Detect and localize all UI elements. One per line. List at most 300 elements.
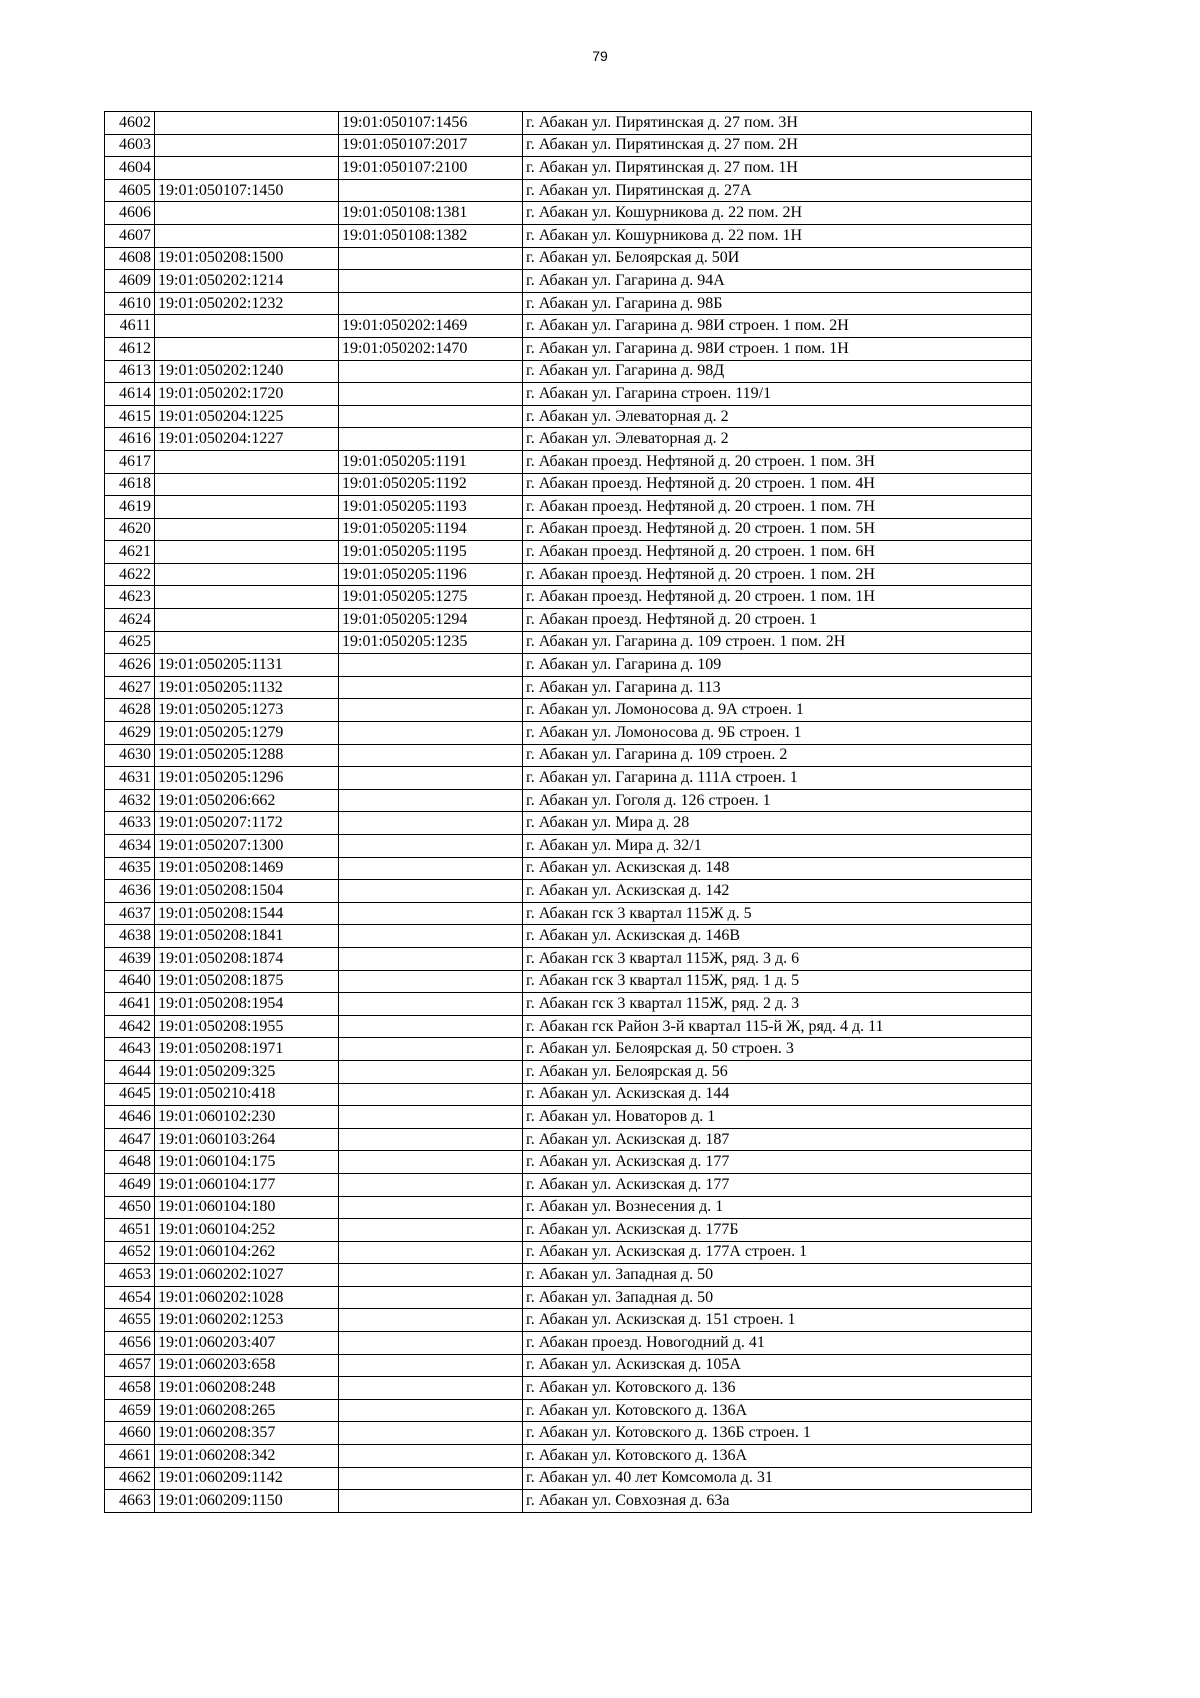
cadastral-number-building-cell: 19:01:050208:1469 bbox=[155, 857, 339, 880]
cadastral-number-building-cell bbox=[155, 450, 339, 473]
cadastral-number-building-cell: 19:01:050208:1955 bbox=[155, 1015, 339, 1038]
cadastral-number-building-cell: 19:01:060104:252 bbox=[155, 1219, 339, 1242]
address-cell: г. Абакан ул. Вознесения д. 1 bbox=[523, 1196, 1032, 1219]
row-number-cell: 4619 bbox=[105, 496, 155, 519]
cadastral-number-premises-cell: 19:01:050205:1194 bbox=[339, 518, 523, 541]
table-row bbox=[105, 1445, 1032, 1468]
cadastral-number-premises-cell: 19:01:050202:1469 bbox=[339, 315, 523, 338]
table-row bbox=[105, 224, 1032, 247]
table-row bbox=[105, 812, 1032, 835]
cadastral-number-premises-cell bbox=[339, 789, 523, 812]
cadastral-number-premises-cell bbox=[339, 1354, 523, 1377]
cadastral-number-building-cell: 19:01:050210:418 bbox=[155, 1083, 339, 1106]
table-row bbox=[105, 315, 1032, 338]
row-number-cell: 4615 bbox=[105, 405, 155, 428]
cadastral-number-building-cell: 19:01:060104:177 bbox=[155, 1173, 339, 1196]
cadastral-number-building-cell bbox=[155, 631, 339, 654]
row-number-cell: 4647 bbox=[105, 1128, 155, 1151]
cadastral-number-premises-cell: 19:01:050202:1470 bbox=[339, 337, 523, 360]
cadastral-number-premises-cell: 19:01:050205:1191 bbox=[339, 450, 523, 473]
cadastral-number-premises-cell bbox=[339, 1377, 523, 1400]
address-cell: г. Абакан проезд. Нефтяной д. 20 строен. 1 пом. 7Н bbox=[523, 496, 1032, 519]
cadastral-number-premises-cell bbox=[339, 902, 523, 925]
table-row bbox=[105, 270, 1032, 293]
cadastral-number-building-cell bbox=[155, 157, 339, 180]
address-cell: г. Абакан ул. Аскизская д. 146В bbox=[523, 925, 1032, 948]
table-row bbox=[105, 247, 1032, 270]
address-cell: г. Абакан ул. Аскизская д. 142 bbox=[523, 880, 1032, 903]
cadastral-number-building-cell bbox=[155, 563, 339, 586]
cadastral-number-building-cell: 19:01:060104:175 bbox=[155, 1151, 339, 1174]
table-row bbox=[105, 134, 1032, 157]
cadastral-number-premises-cell bbox=[339, 1264, 523, 1287]
cadastral-number-building-cell bbox=[155, 609, 339, 632]
cadastral-number-building-cell: 19:01:050205:1132 bbox=[155, 676, 339, 699]
address-cell: г. Абакан ул. Аскизская д. 177 bbox=[523, 1151, 1032, 1174]
cadastral-number-building-cell: 19:01:050209:325 bbox=[155, 1060, 339, 1083]
address-cell: г. Абакан ул. Аскизская д. 144 bbox=[523, 1083, 1032, 1106]
cadastral-number-premises-cell: 19:01:050205:1275 bbox=[339, 586, 523, 609]
address-cell: г. Абакан ул. Пирятинская д. 27 пом. 3Н bbox=[523, 112, 1032, 135]
address-cell: г. Абакан ул. Кошурникова д. 22 пом. 1Н bbox=[523, 224, 1032, 247]
table-row bbox=[105, 1083, 1032, 1106]
table-row bbox=[105, 857, 1032, 880]
row-number-cell: 4613 bbox=[105, 360, 155, 383]
row-number-cell: 4657 bbox=[105, 1354, 155, 1377]
cadastral-number-premises-cell: 19:01:050108:1381 bbox=[339, 202, 523, 225]
row-number-cell: 4662 bbox=[105, 1467, 155, 1490]
cadastral-number-building-cell: 19:01:060209:1142 bbox=[155, 1467, 339, 1490]
cadastral-number-building-cell: 19:01:060202:1253 bbox=[155, 1309, 339, 1332]
table-row bbox=[105, 179, 1032, 202]
row-number-cell: 4609 bbox=[105, 270, 155, 293]
row-number-cell: 4660 bbox=[105, 1422, 155, 1445]
row-number-cell: 4617 bbox=[105, 450, 155, 473]
cadastral-number-building-cell bbox=[155, 496, 339, 519]
cadastral-number-building-cell: 19:01:060103:264 bbox=[155, 1128, 339, 1151]
cadastral-number-building-cell: 19:01:060202:1027 bbox=[155, 1264, 339, 1287]
row-number-cell: 4643 bbox=[105, 1038, 155, 1061]
cadastral-number-premises-cell bbox=[339, 1286, 523, 1309]
cadastral-number-building-cell bbox=[155, 224, 339, 247]
address-cell: г. Абакан ул. Аскизская д. 105А bbox=[523, 1354, 1032, 1377]
address-cell: г. Абакан ул. Пирятинская д. 27 пом. 1Н bbox=[523, 157, 1032, 180]
row-number-cell: 4607 bbox=[105, 224, 155, 247]
row-number-cell: 4631 bbox=[105, 767, 155, 790]
table-row bbox=[105, 722, 1032, 745]
table-row bbox=[105, 337, 1032, 360]
address-cell: г. Абакан проезд. Нефтяной д. 20 строен. 1 пом. 2Н bbox=[523, 563, 1032, 586]
cadastral-number-building-cell bbox=[155, 134, 339, 157]
address-cell: г. Абакан ул. Гагарина д. 109 bbox=[523, 654, 1032, 677]
cadastral-number-building-cell: 19:01:050208:1875 bbox=[155, 970, 339, 993]
cadastral-number-building-cell: 19:01:050204:1227 bbox=[155, 428, 339, 451]
cadastral-number-premises-cell bbox=[339, 1060, 523, 1083]
table-row bbox=[105, 654, 1032, 677]
address-cell: г. Абакан ул. Мира д. 32/1 bbox=[523, 835, 1032, 858]
cadastral-number-premises-cell: 19:01:050205:1192 bbox=[339, 473, 523, 496]
address-cell: г. Абакан ул. Совхозная д. 63а bbox=[523, 1490, 1032, 1513]
address-cell: г. Абакан гск 3 квартал 115Ж д. 5 bbox=[523, 902, 1032, 925]
cadastral-number-premises-cell bbox=[339, 1309, 523, 1332]
table-row bbox=[105, 1015, 1032, 1038]
table-row bbox=[105, 383, 1032, 406]
cadastral-number-building-cell: 19:01:060208:265 bbox=[155, 1399, 339, 1422]
row-number-cell: 4648 bbox=[105, 1151, 155, 1174]
row-number-cell: 4614 bbox=[105, 383, 155, 406]
cadastral-number-premises-cell bbox=[339, 1490, 523, 1513]
address-cell: г. Абакан ул. Гагарина д. 98И строен. 1 пом. 1Н bbox=[523, 337, 1032, 360]
cadastral-number-building-cell: 19:01:050202:1720 bbox=[155, 383, 339, 406]
row-number-cell: 4655 bbox=[105, 1309, 155, 1332]
row-number-cell: 4638 bbox=[105, 925, 155, 948]
cadastral-number-premises-cell: 19:01:050205:1235 bbox=[339, 631, 523, 654]
row-number-cell: 4642 bbox=[105, 1015, 155, 1038]
cadastral-number-premises-cell bbox=[339, 835, 523, 858]
address-cell: г. Абакан ул. Ломоносова д. 9А строен. 1 bbox=[523, 699, 1032, 722]
cadastral-number-premises-cell: 19:01:050205:1193 bbox=[339, 496, 523, 519]
cadastral-number-building-cell: 19:01:060208:357 bbox=[155, 1422, 339, 1445]
row-number-cell: 4658 bbox=[105, 1377, 155, 1400]
row-number-cell: 4644 bbox=[105, 1060, 155, 1083]
row-number-cell: 4630 bbox=[105, 744, 155, 767]
table-row bbox=[105, 1332, 1032, 1355]
address-cell: г. Абакан гск 3 квартал 115Ж, ряд. 1 д. 5 bbox=[523, 970, 1032, 993]
table-row bbox=[105, 428, 1032, 451]
cadastral-number-building-cell: 19:01:050207:1300 bbox=[155, 835, 339, 858]
cadastral-number-building-cell: 19:01:060203:658 bbox=[155, 1354, 339, 1377]
row-number-cell: 4632 bbox=[105, 789, 155, 812]
table-row bbox=[105, 970, 1032, 993]
row-number-cell: 4602 bbox=[105, 112, 155, 135]
table-row bbox=[105, 1354, 1032, 1377]
cadastral-number-building-cell: 19:01:050208:1504 bbox=[155, 880, 339, 903]
row-number-cell: 4646 bbox=[105, 1106, 155, 1129]
cadastral-number-building-cell: 19:01:060104:180 bbox=[155, 1196, 339, 1219]
table-row bbox=[105, 292, 1032, 315]
row-number-cell: 4656 bbox=[105, 1332, 155, 1355]
cadastral-number-building-cell: 19:01:050206:662 bbox=[155, 789, 339, 812]
property-registry-table bbox=[104, 111, 1032, 1513]
address-cell: г. Абакан ул. Котовского д. 136А bbox=[523, 1399, 1032, 1422]
row-number-cell: 4605 bbox=[105, 179, 155, 202]
address-cell: г. Абакан ул. Западная д. 50 bbox=[523, 1264, 1032, 1287]
cadastral-number-building-cell bbox=[155, 202, 339, 225]
table-row bbox=[105, 1128, 1032, 1151]
table-row bbox=[105, 1377, 1032, 1400]
cadastral-number-building-cell: 19:01:050202:1232 bbox=[155, 292, 339, 315]
table-row bbox=[105, 767, 1032, 790]
cadastral-number-premises-cell: 19:01:050205:1195 bbox=[339, 541, 523, 564]
table-row bbox=[105, 112, 1032, 135]
cadastral-number-building-cell: 19:01:060203:407 bbox=[155, 1332, 339, 1355]
cadastral-number-building-cell: 19:01:050202:1214 bbox=[155, 270, 339, 293]
table-row bbox=[105, 880, 1032, 903]
address-cell: г. Абакан ул. Белоярская д. 56 bbox=[523, 1060, 1032, 1083]
row-number-cell: 4633 bbox=[105, 812, 155, 835]
table-row bbox=[105, 1309, 1032, 1332]
table-row bbox=[105, 676, 1032, 699]
cadastral-number-building-cell bbox=[155, 586, 339, 609]
address-cell: г. Абакан ул. Гагарина д. 113 bbox=[523, 676, 1032, 699]
cadastral-number-building-cell: 19:01:050205:1279 bbox=[155, 722, 339, 745]
cadastral-number-premises-cell bbox=[339, 880, 523, 903]
row-number-cell: 4604 bbox=[105, 157, 155, 180]
row-number-cell: 4606 bbox=[105, 202, 155, 225]
row-number-cell: 4639 bbox=[105, 947, 155, 970]
cadastral-number-building-cell: 19:01:050208:1954 bbox=[155, 993, 339, 1016]
table-row bbox=[105, 1467, 1032, 1490]
cadastral-number-building-cell: 19:01:050208:1500 bbox=[155, 247, 339, 270]
address-cell: г. Абакан проезд. Новогодний д. 41 bbox=[523, 1332, 1032, 1355]
row-number-cell: 4635 bbox=[105, 857, 155, 880]
table-row bbox=[105, 496, 1032, 519]
table-row bbox=[105, 1219, 1032, 1242]
cadastral-number-building-cell: 19:01:050208:1841 bbox=[155, 925, 339, 948]
address-cell: г. Абакан ул. Элеваторная д. 2 bbox=[523, 428, 1032, 451]
cadastral-number-premises-cell bbox=[339, 1399, 523, 1422]
table-row bbox=[105, 744, 1032, 767]
address-cell: г. Абакан ул. Гагарина д. 98Б bbox=[523, 292, 1032, 315]
cadastral-number-building-cell bbox=[155, 473, 339, 496]
row-number-cell: 4620 bbox=[105, 518, 155, 541]
cadastral-number-premises-cell bbox=[339, 1173, 523, 1196]
address-cell: г. Абакан ул. Аскизская д. 177 bbox=[523, 1173, 1032, 1196]
row-number-cell: 4625 bbox=[105, 631, 155, 654]
cadastral-number-building-cell bbox=[155, 337, 339, 360]
cadastral-number-building-cell bbox=[155, 315, 339, 338]
table-row bbox=[105, 835, 1032, 858]
table-row bbox=[105, 1399, 1032, 1422]
row-number-cell: 4628 bbox=[105, 699, 155, 722]
row-number-cell: 4623 bbox=[105, 586, 155, 609]
address-cell: г. Абакан проезд. Нефтяной д. 20 строен. 1 пом. 6Н bbox=[523, 541, 1032, 564]
page-number: 79 bbox=[592, 48, 608, 64]
address-cell: г. Абакан ул. Гоголя д. 126 строен. 1 bbox=[523, 789, 1032, 812]
cadastral-number-premises-cell bbox=[339, 1106, 523, 1129]
address-cell: г. Абакан ул. Гагарина д. 98Д bbox=[523, 360, 1032, 383]
cadastral-number-building-cell: 19:01:050205:1131 bbox=[155, 654, 339, 677]
cadastral-number-building-cell: 19:01:050107:1450 bbox=[155, 179, 339, 202]
cadastral-number-premises-cell bbox=[339, 654, 523, 677]
cadastral-number-premises-cell: 19:01:050205:1196 bbox=[339, 563, 523, 586]
row-number-cell: 4612 bbox=[105, 337, 155, 360]
cadastral-number-premises-cell: 19:01:050107:1456 bbox=[339, 112, 523, 135]
cadastral-number-building-cell: 19:01:050205:1288 bbox=[155, 744, 339, 767]
address-cell: г. Абакан ул. Новаторов д. 1 bbox=[523, 1106, 1032, 1129]
table-row bbox=[105, 1060, 1032, 1083]
row-number-cell: 4653 bbox=[105, 1264, 155, 1287]
row-number-cell: 4663 bbox=[105, 1490, 155, 1513]
table-row bbox=[105, 518, 1032, 541]
table-row bbox=[105, 541, 1032, 564]
cadastral-number-premises-cell: 19:01:050107:2017 bbox=[339, 134, 523, 157]
address-cell: г. Абакан ул. Аскизская д. 148 bbox=[523, 857, 1032, 880]
address-cell: г. Абакан ул. Элеваторная д. 2 bbox=[523, 405, 1032, 428]
row-number-cell: 4618 bbox=[105, 473, 155, 496]
row-number-cell: 4654 bbox=[105, 1286, 155, 1309]
cadastral-number-building-cell: 19:01:060208:342 bbox=[155, 1445, 339, 1468]
cadastral-number-building-cell: 19:01:060202:1028 bbox=[155, 1286, 339, 1309]
cadastral-number-premises-cell bbox=[339, 1332, 523, 1355]
table-row bbox=[105, 902, 1032, 925]
row-number-cell: 4603 bbox=[105, 134, 155, 157]
table-row bbox=[105, 586, 1032, 609]
cadastral-number-building-cell: 19:01:050208:1544 bbox=[155, 902, 339, 925]
cadastral-number-premises-cell bbox=[339, 405, 523, 428]
row-number-cell: 4629 bbox=[105, 722, 155, 745]
cadastral-number-premises-cell bbox=[339, 1128, 523, 1151]
cadastral-number-premises-cell bbox=[339, 1196, 523, 1219]
address-cell: г. Абакан ул. Котовского д. 136Б строен. 1 bbox=[523, 1422, 1032, 1445]
table-row bbox=[105, 157, 1032, 180]
address-cell: г. Абакан ул. Гагарина д. 111А строен. 1 bbox=[523, 767, 1032, 790]
address-cell: г. Абакан гск 3 квартал 115Ж, ряд. 2 д. 3 bbox=[523, 993, 1032, 1016]
row-number-cell: 4624 bbox=[105, 609, 155, 632]
row-number-cell: 4640 bbox=[105, 970, 155, 993]
address-cell: г. Абакан ул. Кошурникова д. 22 пом. 2Н bbox=[523, 202, 1032, 225]
row-number-cell: 4627 bbox=[105, 676, 155, 699]
table-row bbox=[105, 450, 1032, 473]
table-row bbox=[105, 405, 1032, 428]
cadastral-number-premises-cell bbox=[339, 993, 523, 1016]
address-cell: г. Абакан ул. Ломоносова д. 9Б строен. 1 bbox=[523, 722, 1032, 745]
cadastral-number-premises-cell: 19:01:050107:2100 bbox=[339, 157, 523, 180]
cadastral-number-premises-cell bbox=[339, 1241, 523, 1264]
address-cell: г. Абакан ул. Котовского д. 136 bbox=[523, 1377, 1032, 1400]
cadastral-number-building-cell: 19:01:050204:1225 bbox=[155, 405, 339, 428]
row-number-cell: 4622 bbox=[105, 563, 155, 586]
address-cell: г. Абакан ул. 40 лет Комсомола д. 31 bbox=[523, 1467, 1032, 1490]
address-cell: г. Абакан ул. Гагарина д. 109 строен. 2 bbox=[523, 744, 1032, 767]
address-cell: г. Абакан ул. Мира д. 28 bbox=[523, 812, 1032, 835]
table-row bbox=[105, 1422, 1032, 1445]
address-cell: г. Абакан ул. Гагарина д. 98И строен. 1 пом. 2Н bbox=[523, 315, 1032, 338]
cadastral-number-building-cell: 19:01:060104:262 bbox=[155, 1241, 339, 1264]
address-cell: г. Абакан ул. Аскизская д. 177Б bbox=[523, 1219, 1032, 1242]
cadastral-number-premises-cell bbox=[339, 179, 523, 202]
cadastral-number-premises-cell bbox=[339, 699, 523, 722]
cadastral-number-building-cell bbox=[155, 112, 339, 135]
cadastral-number-premises-cell bbox=[339, 1038, 523, 1061]
row-number-cell: 4641 bbox=[105, 993, 155, 1016]
address-cell: г. Абакан ул. Белоярская д. 50И bbox=[523, 247, 1032, 270]
row-number-cell: 4649 bbox=[105, 1173, 155, 1196]
cadastral-number-building-cell: 19:01:060102:230 bbox=[155, 1106, 339, 1129]
address-cell: г. Абакан ул. Гагарина строен. 119/1 bbox=[523, 383, 1032, 406]
address-cell: г. Абакан проезд. Нефтяной д. 20 строен. 1 пом. 3Н bbox=[523, 450, 1032, 473]
cadastral-number-premises-cell bbox=[339, 1467, 523, 1490]
address-cell: г. Абакан гск Район 3-й квартал 115-й Ж, ряд. 4 д. 11 bbox=[523, 1015, 1032, 1038]
cadastral-number-premises-cell bbox=[339, 1219, 523, 1242]
address-cell: г. Абакан ул. Аскизская д. 187 bbox=[523, 1128, 1032, 1151]
cadastral-number-building-cell: 19:01:060208:248 bbox=[155, 1377, 339, 1400]
cadastral-number-premises-cell bbox=[339, 676, 523, 699]
cadastral-number-premises-cell bbox=[339, 744, 523, 767]
table-row bbox=[105, 1490, 1032, 1513]
cadastral-number-building-cell: 19:01:050208:1971 bbox=[155, 1038, 339, 1061]
address-cell: г. Абакан ул. Гагарина д. 109 строен. 1 пом. 2Н bbox=[523, 631, 1032, 654]
table-row bbox=[105, 947, 1032, 970]
cadastral-number-building-cell: 19:01:050205:1296 bbox=[155, 767, 339, 790]
cadastral-number-building-cell bbox=[155, 541, 339, 564]
row-number-cell: 4610 bbox=[105, 292, 155, 315]
row-number-cell: 4659 bbox=[105, 1399, 155, 1422]
row-number-cell: 4611 bbox=[105, 315, 155, 338]
address-cell: г. Абакан ул. Аскизская д. 151 строен. 1 bbox=[523, 1309, 1032, 1332]
registry-table-body bbox=[105, 112, 1032, 1513]
row-number-cell: 4637 bbox=[105, 902, 155, 925]
table-row bbox=[105, 1286, 1032, 1309]
row-number-cell: 4608 bbox=[105, 247, 155, 270]
address-cell: г. Абакан гск 3 квартал 115Ж, ряд. 3 д. 6 bbox=[523, 947, 1032, 970]
cadastral-number-premises-cell bbox=[339, 1445, 523, 1468]
table-row bbox=[105, 473, 1032, 496]
cadastral-number-premises-cell bbox=[339, 925, 523, 948]
table-row bbox=[105, 789, 1032, 812]
cadastral-number-building-cell bbox=[155, 518, 339, 541]
table-row bbox=[105, 1106, 1032, 1129]
address-cell: г. Абакан ул. Пирятинская д. 27 пом. 2Н bbox=[523, 134, 1032, 157]
cadastral-number-building-cell: 19:01:050202:1240 bbox=[155, 360, 339, 383]
cadastral-number-premises-cell bbox=[339, 292, 523, 315]
cadastral-number-premises-cell bbox=[339, 970, 523, 993]
row-number-cell: 4636 bbox=[105, 880, 155, 903]
cadastral-number-building-cell: 19:01:050208:1874 bbox=[155, 947, 339, 970]
cadastral-number-premises-cell bbox=[339, 360, 523, 383]
table-row bbox=[105, 1038, 1032, 1061]
cadastral-number-premises-cell bbox=[339, 383, 523, 406]
cadastral-number-premises-cell bbox=[339, 1422, 523, 1445]
table-row bbox=[105, 631, 1032, 654]
row-number-cell: 4651 bbox=[105, 1219, 155, 1242]
cadastral-number-premises-cell bbox=[339, 857, 523, 880]
address-cell: г. Абакан проезд. Нефтяной д. 20 строен. 1 пом. 1Н bbox=[523, 586, 1032, 609]
table-row bbox=[105, 993, 1032, 1016]
row-number-cell: 4661 bbox=[105, 1445, 155, 1468]
row-number-cell: 4634 bbox=[105, 835, 155, 858]
row-number-cell: 4652 bbox=[105, 1241, 155, 1264]
cadastral-number-premises-cell bbox=[339, 767, 523, 790]
table-row bbox=[105, 1151, 1032, 1174]
table-row bbox=[105, 925, 1032, 948]
address-cell: г. Абакан проезд. Нефтяной д. 20 строен. 1 пом. 5Н bbox=[523, 518, 1032, 541]
table-row bbox=[105, 1196, 1032, 1219]
table-row bbox=[105, 609, 1032, 632]
address-cell: г. Абакан проезд. Нефтяной д. 20 строен. 1 пом. 4Н bbox=[523, 473, 1032, 496]
address-cell: г. Абакан ул. Пирятинская д. 27А bbox=[523, 179, 1032, 202]
address-cell: г. Абакан ул. Гагарина д. 94А bbox=[523, 270, 1032, 293]
table-row bbox=[105, 1173, 1032, 1196]
row-number-cell: 4650 bbox=[105, 1196, 155, 1219]
address-cell: г. Абакан ул. Белоярская д. 50 строен. 3 bbox=[523, 1038, 1032, 1061]
row-number-cell: 4645 bbox=[105, 1083, 155, 1106]
table-row bbox=[105, 1241, 1032, 1264]
address-cell: г. Абакан ул. Котовского д. 136А bbox=[523, 1445, 1032, 1468]
cadastral-number-premises-cell bbox=[339, 1151, 523, 1174]
address-cell: г. Абакан ул. Западная д. 50 bbox=[523, 1286, 1032, 1309]
table-row bbox=[105, 563, 1032, 586]
cadastral-number-building-cell: 19:01:050207:1172 bbox=[155, 812, 339, 835]
cadastral-number-premises-cell bbox=[339, 1015, 523, 1038]
cadastral-number-premises-cell: 19:01:050108:1382 bbox=[339, 224, 523, 247]
row-number-cell: 4616 bbox=[105, 428, 155, 451]
table-row bbox=[105, 1264, 1032, 1287]
cadastral-number-premises-cell bbox=[339, 812, 523, 835]
cadastral-number-premises-cell bbox=[339, 722, 523, 745]
cadastral-number-building-cell: 19:01:060209:1150 bbox=[155, 1490, 339, 1513]
table-row bbox=[105, 699, 1032, 722]
